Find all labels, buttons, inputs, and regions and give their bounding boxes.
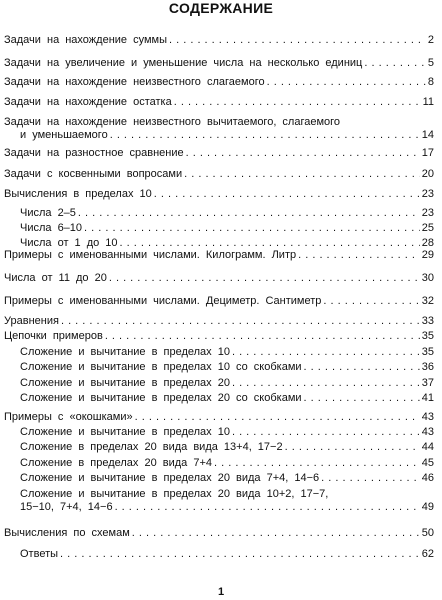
- dot-leader: [232, 346, 420, 359]
- toc-entry-page: 43: [421, 426, 434, 438]
- toc-entry-title: Задачи на разностное сравнение: [4, 147, 184, 159]
- dot-leader: [115, 501, 420, 514]
- dot-leader: [174, 96, 421, 109]
- toc-entry-title-continuation: 15−10, 7+4, 14−6: [20, 501, 113, 513]
- toc-entry-title: Задачи на нахождение остатка: [4, 96, 172, 108]
- dot-leader: [323, 295, 419, 308]
- toc-entry-page: 23: [421, 207, 434, 219]
- toc-entry[interactable]: [4, 330, 434, 343]
- toc-entry[interactable]: [20, 472, 434, 485]
- toc-entry-title: Уравнения: [4, 315, 59, 327]
- toc-entry-title: Примеры с «окошками»: [4, 411, 133, 423]
- dot-leader: [110, 129, 420, 142]
- toc-entry-page: 2: [427, 34, 434, 46]
- dot-leader: [304, 392, 420, 405]
- toc-entry[interactable]: [4, 147, 434, 160]
- toc-entry[interactable]: [4, 527, 434, 540]
- dot-leader: [304, 361, 420, 374]
- dot-leader: [84, 222, 420, 235]
- toc-entry-page: 33: [421, 315, 434, 327]
- toc-entry-title: Сложение в пределах 20 вида 7+4: [20, 457, 212, 469]
- toc-entry-page: 43: [421, 411, 434, 423]
- toc-entry[interactable]: [20, 548, 434, 561]
- toc-entry[interactable]: [4, 249, 434, 262]
- toc-entry-page: 32: [421, 295, 434, 307]
- page-number: 1: [217, 586, 225, 598]
- toc-entry[interactable]: [20, 346, 434, 359]
- toc-entry-page: 14: [421, 129, 434, 141]
- toc-entry-page: 5: [427, 57, 434, 69]
- toc-entry[interactable]: [20, 207, 434, 220]
- toc-entry[interactable]: [20, 377, 434, 390]
- toc-entry[interactable]: [4, 116, 434, 142]
- toc-entry-page: 25: [421, 222, 434, 234]
- toc-entry-title: Сложение и вычитание в пределах 20 вида 7+4, 14−6: [20, 472, 320, 484]
- toc-entry-title: Сложение и вычитание в пределах 10: [20, 346, 230, 358]
- toc-entry-title: Числа 2–5: [20, 207, 76, 219]
- dot-leader: [186, 147, 420, 160]
- toc-entry[interactable]: [4, 188, 434, 201]
- dot-leader: [364, 57, 426, 70]
- toc-entry-page: 46: [421, 472, 434, 484]
- toc-entry-title: Примеры с именованными числами. Килограмм. Литр: [4, 249, 297, 261]
- toc-entry-page: 17: [421, 147, 434, 159]
- toc-entry-title: Вычисления по схемам: [4, 527, 130, 539]
- toc-entry-title: Сложение и вычитание в пределах 20: [20, 377, 230, 389]
- toc-entry-page: 36: [421, 361, 434, 373]
- dot-leader: [135, 411, 420, 424]
- dot-leader: [78, 207, 420, 220]
- toc-entry-page: 28: [421, 237, 434, 249]
- toc-entry-title: Задачи на увеличение и уменьшение числа на несколько единиц: [4, 57, 363, 69]
- toc-entry-page: 35: [421, 346, 434, 358]
- dot-leader: [105, 330, 420, 343]
- toc-entry-title: Числа от 1 до 10: [20, 237, 118, 249]
- toc-entry-page: 50: [421, 527, 434, 539]
- toc-entry[interactable]: [20, 457, 434, 470]
- toc-entry-title: Сложение в пределах 20 вида вида 13+4, 17−2: [20, 441, 283, 453]
- dot-leader: [169, 34, 426, 47]
- dot-leader: [232, 426, 420, 439]
- toc-entry-title-continuation: и уменьшаемого: [20, 129, 108, 141]
- toc-entry-title: Цепочки примеров: [4, 330, 103, 342]
- dot-leader: [61, 315, 420, 328]
- toc-entry-page: 23: [421, 188, 434, 200]
- toc-entry[interactable]: [4, 295, 434, 308]
- toc-entry[interactable]: [20, 361, 434, 374]
- dot-leader: [267, 76, 426, 89]
- toc-entry-title: Задачи на нахождение суммы: [4, 34, 167, 46]
- toc-entry-title: Ответы: [20, 548, 59, 560]
- toc-entry-page: 37: [421, 377, 434, 389]
- toc-entry[interactable]: [4, 96, 434, 109]
- toc-entry-page: 29: [421, 249, 434, 261]
- toc-entry-title: Сложение и вычитание в пределах 10: [20, 426, 230, 438]
- toc-entry[interactable]: [4, 34, 434, 47]
- dot-leader: [298, 249, 420, 262]
- dot-leader: [109, 272, 420, 285]
- toc-entry[interactable]: [4, 168, 434, 181]
- toc-entry-page: 44: [421, 441, 434, 453]
- toc-entry-page: 30: [421, 272, 434, 284]
- dot-leader: [321, 472, 420, 485]
- toc-entry-title: Вычисления в пределах 10: [4, 188, 152, 200]
- toc-entry[interactable]: [4, 315, 434, 328]
- toc-entry-page: 41: [421, 392, 434, 404]
- dot-leader: [154, 188, 420, 201]
- toc-entry-title: Задачи с косвенными вопросами: [4, 168, 183, 180]
- toc-entry-title: Сложение и вычитание в пределах 20 вида 10+2, 17−7,: [20, 488, 329, 500]
- toc-entry[interactable]: [4, 272, 434, 285]
- dot-leader: [60, 548, 420, 561]
- toc-entry-title: Числа от 11 до 20: [4, 272, 107, 284]
- toc-entry[interactable]: [20, 222, 434, 235]
- dot-leader: [132, 527, 420, 540]
- toc-entry-page: 20: [421, 168, 434, 180]
- toc-entry-title: Задачи на нахождение неизвестного вычитаемого, слагаемого: [4, 116, 341, 128]
- toc-entry-page: 62: [421, 548, 434, 560]
- page-title: СОДЕРЖАНИЕ: [168, 0, 274, 16]
- toc-entry[interactable]: [20, 488, 434, 514]
- toc-entry-title: Сложение и вычитание в пределах 20 со скобками: [20, 392, 302, 404]
- dot-leader: [214, 457, 420, 470]
- toc-entry[interactable]: [4, 411, 434, 424]
- toc-entry-page: 11: [422, 96, 434, 108]
- dot-leader: [232, 377, 420, 390]
- dot-leader: [285, 441, 420, 454]
- dot-leader: [184, 168, 420, 181]
- toc-entry-page: 45: [421, 457, 434, 469]
- toc-entry-title: Задачи на нахождение неизвестного слагаемого: [4, 76, 265, 88]
- toc-entry-page: 35: [421, 330, 434, 342]
- toc-entry[interactable]: [20, 392, 434, 405]
- toc-entry-page: 49: [421, 501, 434, 513]
- toc-entry[interactable]: [20, 426, 434, 439]
- toc-entry-title: Сложение и вычитание в пределах 10 со скобками: [20, 361, 302, 373]
- toc-entry[interactable]: [4, 76, 434, 89]
- toc-entry-title: Примеры с именованными числами. Дециметр. Сантиметр: [4, 295, 322, 307]
- toc-entry[interactable]: [4, 57, 434, 70]
- toc-entry-page: 8: [427, 76, 434, 88]
- toc-entry[interactable]: [20, 441, 434, 454]
- toc-entry-title: Числа 6–10: [20, 222, 83, 234]
